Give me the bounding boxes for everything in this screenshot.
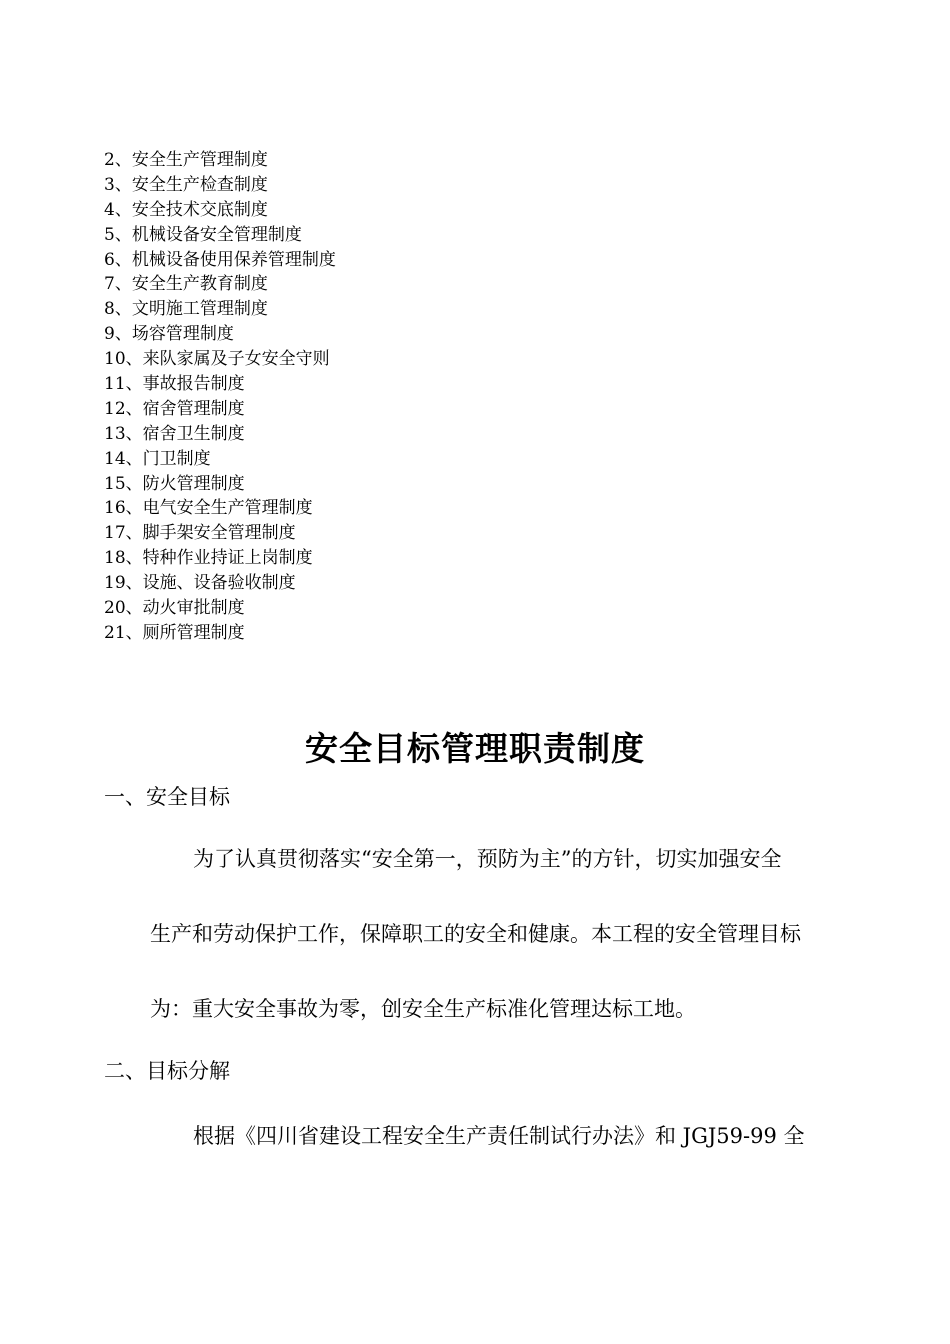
list-item: 13、宿舍卫生制度 bbox=[104, 423, 245, 444]
paragraph-line: 为了认真贯彻落实“安全第一，预防为主”的方针，切实加强安全 bbox=[193, 847, 782, 871]
list-item: 8、文明施工管理制度 bbox=[104, 299, 268, 320]
list-item: 9、场容管理制度 bbox=[104, 324, 234, 345]
list-item: 3、安全生产检查制度 bbox=[104, 174, 268, 195]
list-item: 4、安全技术交底制度 bbox=[104, 199, 268, 220]
list-item: 19、设施、设备验收制度 bbox=[104, 573, 296, 594]
list-item: 14、门卫制度 bbox=[104, 448, 211, 469]
paragraph-line: 为：重大安全事故为零，创安全生产标准化管理达标工地。 bbox=[150, 997, 696, 1021]
list-item: 7、安全生产教育制度 bbox=[104, 274, 268, 295]
list-item: 18、特种作业持证上岗制度 bbox=[104, 548, 313, 569]
regulation-list bbox=[104, 148, 336, 646]
list-item: 12、宿舍管理制度 bbox=[104, 398, 245, 419]
paragraph-line: 根据《四川省建设工程安全生产责任制试行办法》和 JGJ59-99 全 bbox=[193, 1124, 805, 1148]
list-item: 10、来队家属及子女安全守则 bbox=[104, 349, 330, 370]
list-item: 21、厕所管理制度 bbox=[104, 622, 245, 643]
list-item: 20、动火审批制度 bbox=[104, 598, 245, 619]
paragraph-line: 生产和劳动保护工作，保障职工的安全和健康。本工程的安全管理目标 bbox=[150, 922, 801, 946]
list-item: 11、事故报告制度 bbox=[104, 374, 245, 395]
list-item: 5、机械设备安全管理制度 bbox=[104, 224, 302, 245]
list-item: 16、电气安全生产管理制度 bbox=[104, 498, 313, 519]
section-heading-goal-breakdown: 二、目标分解 bbox=[104, 1059, 230, 1083]
list-item: 2、安全生产管理制度 bbox=[104, 150, 268, 170]
section-heading-safety-goal: 一、安全目标 bbox=[104, 785, 230, 809]
document-title: 安全目标管理职责制度 bbox=[305, 729, 645, 768]
list-item: 17、脚手架安全管理制度 bbox=[104, 523, 296, 544]
list-item: 6、机械设备使用保养管理制度 bbox=[104, 249, 336, 270]
list-item: 15、防火管理制度 bbox=[104, 473, 245, 494]
